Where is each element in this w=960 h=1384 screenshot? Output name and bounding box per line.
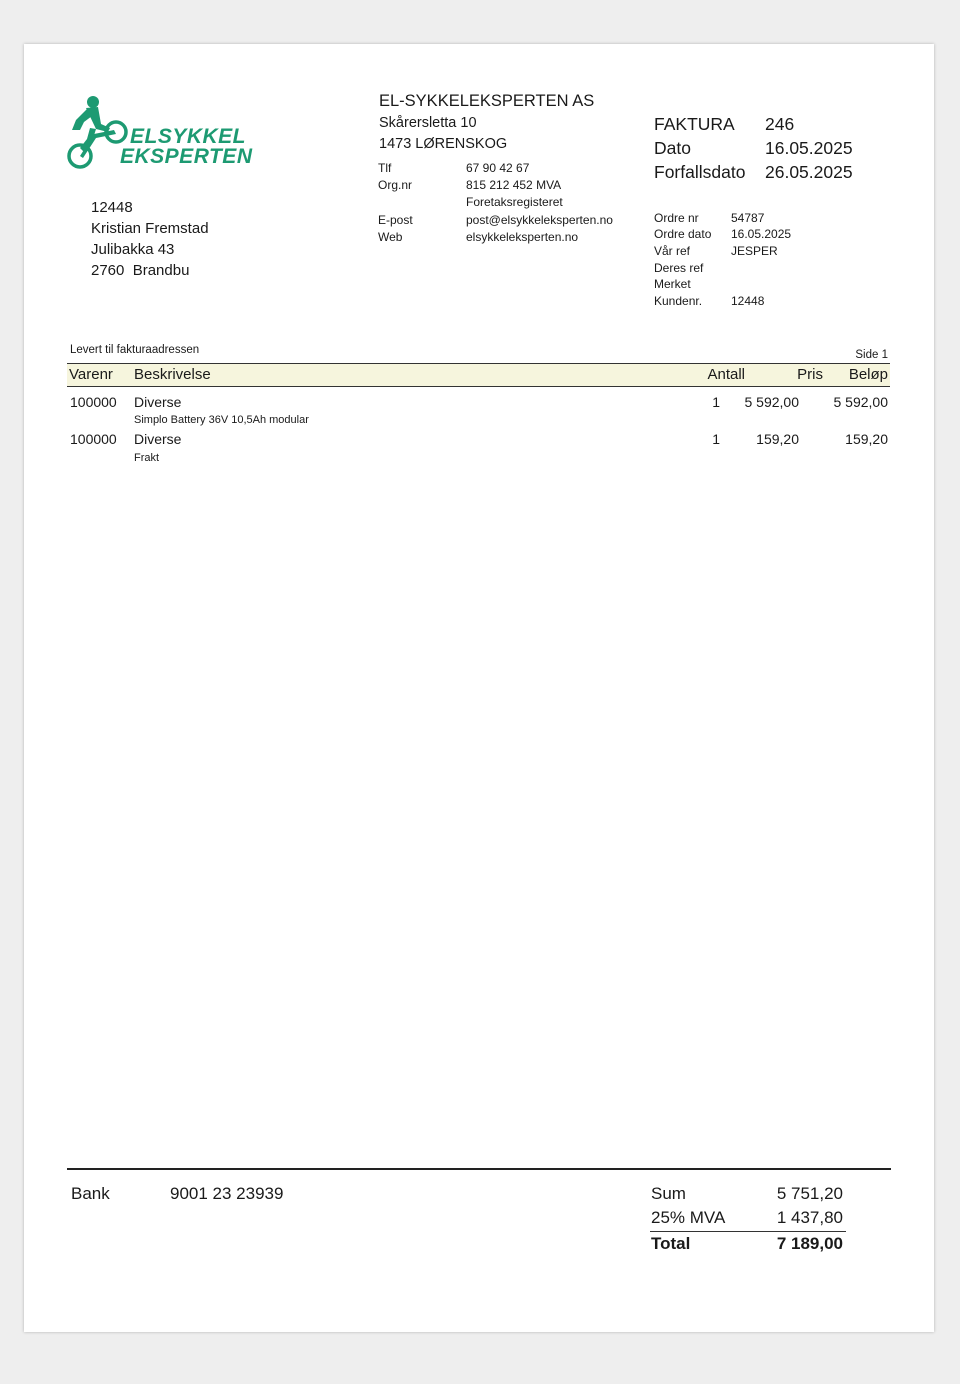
web-label: Web (378, 230, 403, 244)
mva-label: 25% MVA (651, 1208, 726, 1227)
ordre-dato-value: 16.05.2025 (731, 227, 792, 241)
forfall-value: 26.05.2025 (765, 162, 853, 182)
row-belop: 5 592,00 (833, 394, 888, 410)
row-antall: 1 (712, 394, 720, 410)
company-logo (66, 94, 266, 174)
customer-postcode: 2760 (91, 262, 125, 279)
header-pris: Pris (797, 366, 823, 383)
merket-label: Merket (654, 277, 691, 291)
web-value: elsykkeleksperten.no (466, 230, 579, 244)
register-text: Foretaksregisteret (466, 195, 563, 209)
kundenr-value: 12448 (731, 294, 765, 308)
header-belop: Beløp (848, 366, 888, 383)
orgnr-label: Org.nr (378, 178, 413, 192)
header-antall: Antall (707, 366, 745, 383)
row-varenr: 100000 (70, 394, 117, 410)
total-divider (650, 1231, 846, 1232)
email-label: E-post (378, 213, 413, 227)
header-varenr: Varenr (69, 366, 113, 383)
faktura-label: FAKTURA (654, 114, 735, 134)
row-subtext: Frakt (134, 452, 160, 464)
email-value: post@elsykkeleksperten.no (466, 213, 613, 227)
faktura-value: 246 (765, 114, 795, 134)
row-belop: 159,20 (845, 431, 888, 447)
row-description: Diverse (134, 431, 182, 447)
sum-value: 5 751,20 (776, 1184, 843, 1203)
customer-city-line (91, 260, 189, 281)
footer-divider (67, 1168, 891, 1170)
row-varenr: 100000 (70, 431, 117, 447)
invoice-page (24, 44, 934, 1332)
table-header (67, 363, 890, 387)
header-beskrivelse: Beskrivelse (134, 366, 211, 383)
ordre-nr-label: Ordre nr (654, 211, 699, 225)
customer-city: Brandbu (132, 262, 190, 279)
ordre-dato-label: Ordre dato (654, 227, 712, 241)
company-city: 1473 LØRENSKOG (379, 136, 508, 152)
orgnr-value: 815 212 452 MVA (466, 178, 562, 192)
dato-label: Dato (654, 138, 691, 158)
bank-label: Bank (71, 1184, 110, 1203)
company-name: EL-SYKKELEKSPERTEN AS (379, 92, 595, 110)
var-ref-value: JESPER (731, 244, 778, 258)
customer-street: Julibakka 43 (91, 241, 175, 258)
ordre-nr-value: 54787 (731, 211, 765, 225)
mva-value: 1 437,80 (776, 1208, 843, 1227)
forfall-label: Forfallsdato (654, 162, 746, 182)
deres-ref-label: Deres ref (654, 261, 704, 275)
row-pris: 5 592,00 (744, 394, 799, 410)
logo-text-line2: EKSPERTEN (120, 145, 253, 168)
delivery-note: Levert til fakturaadressen (70, 344, 200, 356)
page-number: Side 1 (855, 349, 888, 361)
row-subtext: Simplo Battery 36V 10,5Ah modular (134, 414, 309, 426)
row-pris: 159,20 (756, 431, 799, 447)
row-antall: 1 (712, 431, 720, 447)
kundenr-label: Kundenr. (654, 294, 703, 308)
company-street: Skårersletta 10 (379, 115, 477, 131)
var-ref-label: Vår ref (654, 244, 691, 258)
sum-label: Sum (651, 1184, 686, 1203)
row-description: Diverse (134, 394, 182, 410)
customer-name: Kristian Fremstad (91, 220, 209, 237)
tlf-label: Tlf (378, 161, 392, 175)
total-label: Total (651, 1234, 691, 1253)
logo-text-line1: ELSYKKEL (130, 125, 247, 148)
customer-number: 12448 (91, 199, 133, 216)
total-value: 7 189,00 (776, 1234, 843, 1253)
bank-account: 9001 23 23939 (170, 1184, 284, 1203)
dato-value: 16.05.2025 (765, 138, 853, 158)
tlf-value: 67 90 42 67 (466, 161, 530, 175)
